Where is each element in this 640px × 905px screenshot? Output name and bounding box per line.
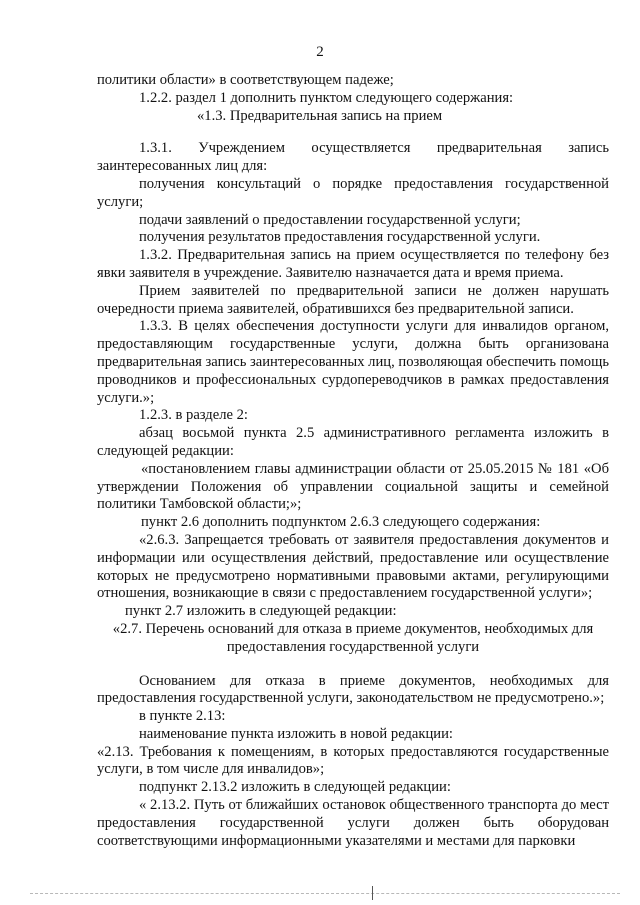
paragraph: абзац восьмой пункта 2.5 административного регламента изложить в следующей редакции: [97,425,609,459]
document-body [97,72,609,850]
paragraph: 1.3.1. Учреждением осуществляется предварительная запись заинтересованных лиц для: [97,140,609,175]
paragraph: получения результатов предоставления государственной услуги. [139,229,541,246]
paragraph: 1.3.3. В целях обеспечения доступности услуги для инвалидов органом, предоставляющим государственные услуги, должна быть организована предварительная запись заинтересованных лиц, позволяющая обеспечить помощь проводников и профессиональных сурдопереводчиков в рамках предоставления услуги.»; [97,318,609,406]
paragraph: «2.6.3. Запрещается требовать от заявителя предоставления документов и информации или осуществления действий, предоставление или осуществление которых не предусмотрено нормативными правовыми актами, регулирующими отношения, возникающие в связи с предоставлением государственной услуги»; [97,531,609,602]
paragraph: подпункт 2.13.2 изложить в следующей редакции: [139,779,451,796]
paragraph: «2.13. Требования к помещениям, в которых предоставляются государственные услуги, в том числе для инвалидов»; [97,743,609,778]
section-heading: «1.3. Предварительная запись на прием [197,107,443,124]
page-number: 2 [316,44,324,60]
paragraph: подачи заявлений о предоставлении государственной услуги; [139,211,521,228]
paragraph: в пункте 2.13: [139,708,226,725]
paragraph: пункт 2.6 дополнить подпунктом 2.6.3 следующего содержания: [141,514,541,531]
paragraph: «постановлением главы администрации области от 25.05.2015 № 181 «Об утверждении Положения об управлении социальной защиты и семейной политики Тамбовской области;»; [97,460,609,513]
section-heading: «2.7. Перечень оснований для отказа в приеме документов, необходимых для предоставления государственной услуги [112,620,594,655]
paragraph: наименование пункта изложить в новой редакции: [139,725,453,742]
paragraph: пункт 2.7 изложить в следующей редакции: [125,603,397,620]
paragraph: Основанием для отказа в приеме документов, необходимых для предоставления государственной услуги, законодательством не предусмотрено.»; [97,672,609,707]
paragraph: 1.2.3. в разделе 2: [139,407,248,424]
scan-mark [372,886,373,900]
paragraph: 1.3.2. Предварительная запись на прием осуществляется по телефону без явки заявителя в учреждение. Заявителю назначается дата и время приема. [97,247,609,281]
paragraph: политики области» в соответствующем падеже; [97,72,394,88]
paragraph: получения консультаций о порядке предоставления государственной услуги; [97,175,609,210]
paragraph: « 2.13.2. Путь от ближайших остановок общественного транспорта до мест предоставления государственной услуги должен быть оборудован соответствующими информационными указателями и местами для парковки [97,797,609,849]
paragraph: Прием заявителей по предварительной записи не должен нарушать очередности приема заявителей, обратившихся без предварительной записи. [97,282,609,317]
scan-edge-line [30,893,620,895]
paragraph: 1.2.2. раздел 1 дополнить пунктом следующего содержания: [139,89,514,106]
